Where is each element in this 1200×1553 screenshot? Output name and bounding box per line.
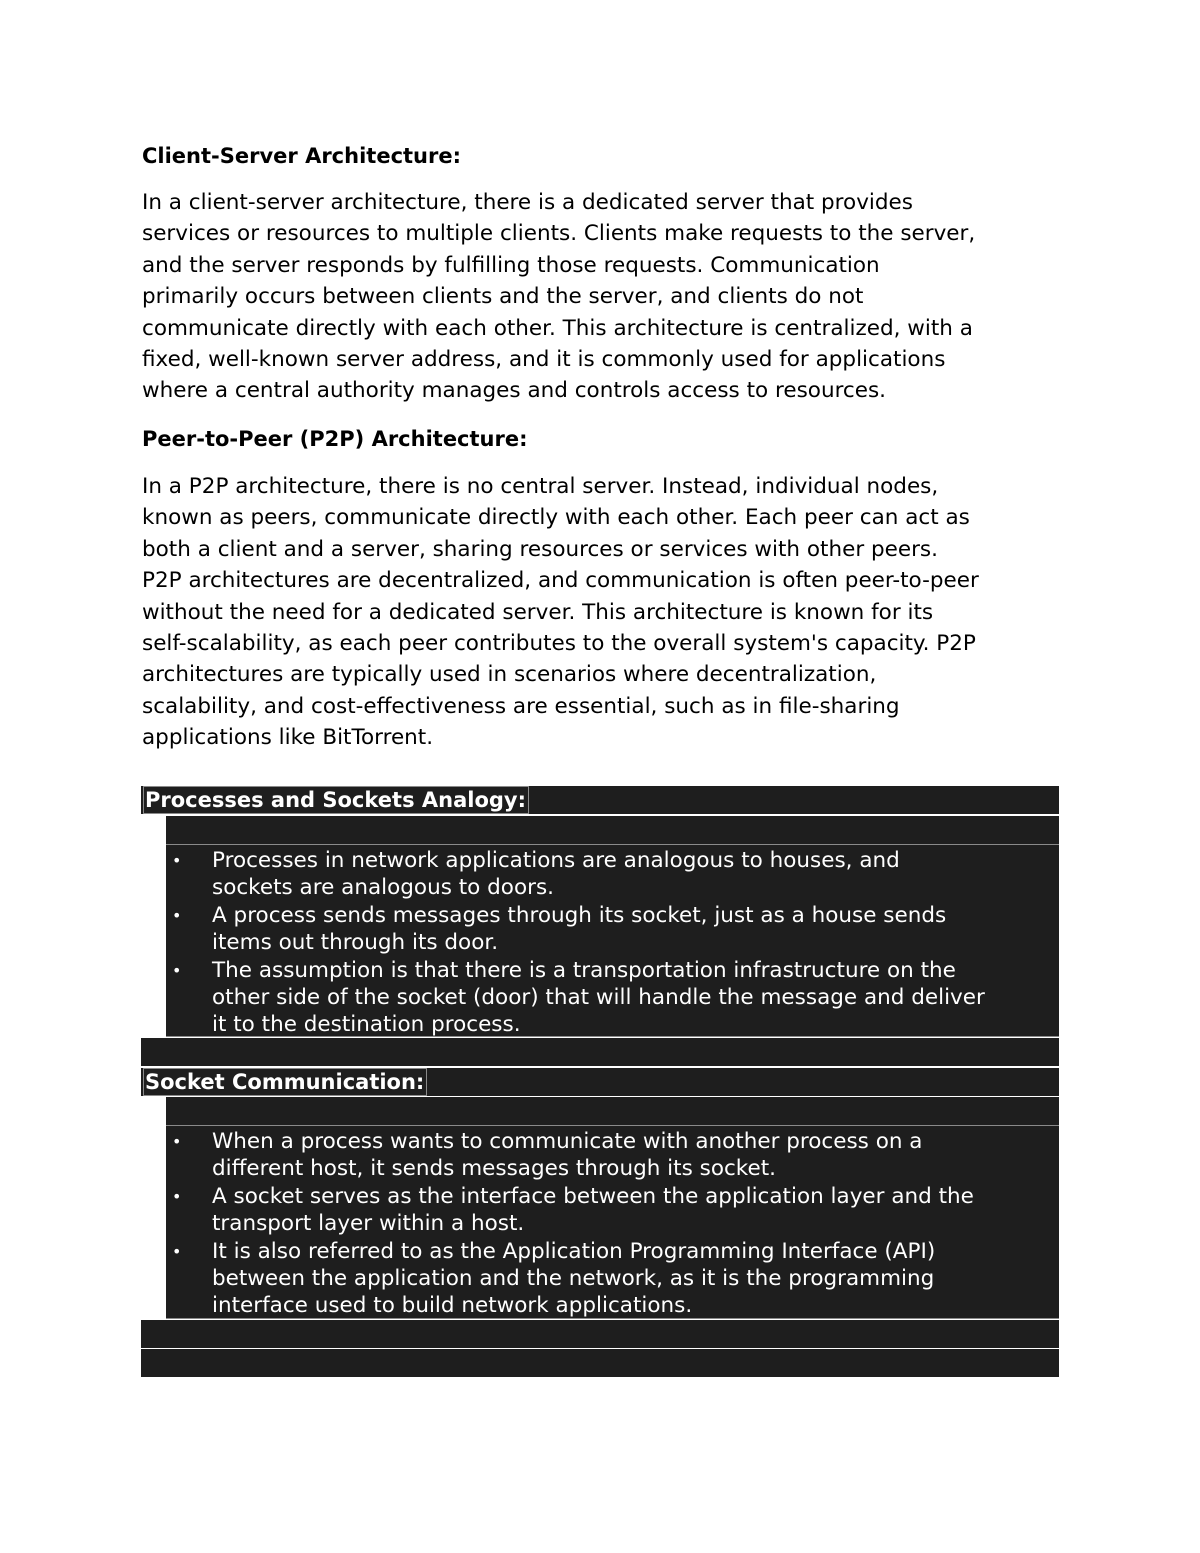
bullet-icon: • (172, 1186, 182, 1206)
list-item-line: other side of the socket (door) that will handle the message and deliver (212, 985, 985, 1011)
paragraph-line: P2P architectures are decentralized, and communication is often peer-to-peer (142, 568, 979, 594)
list-item (166, 847, 1059, 902)
highlight-spacer-bar (166, 816, 1059, 844)
paragraph-line: known as peers, communicate directly with each other. Each peer can act as (142, 505, 970, 531)
highlight-spacer-bar (166, 1097, 1059, 1125)
list-item-line: sockets are analogous to doors. (212, 875, 554, 901)
paragraph-line: architectures are typically used in scenarios where decentralization, (142, 662, 877, 688)
highlight-spacer-bar (141, 1038, 1059, 1066)
bullet-icon: • (172, 1132, 182, 1151)
bullet-icon: • (172, 960, 182, 980)
list-item-line: it to the destination process. (212, 1012, 521, 1038)
heading-socket-communication: Socket Communication: (143, 1068, 427, 1096)
list-item (166, 957, 1059, 1039)
bullet-icon: • (172, 1241, 182, 1261)
paragraph-p2p (142, 471, 979, 754)
list-item-line: between the application and the network, as it is the programming (212, 1266, 935, 1292)
list-item-line: A socket serves as the interface between the application layer and the (212, 1183, 974, 1209)
heading-client-server: Client-Server Architecture: (142, 144, 461, 168)
list-item (166, 1128, 1059, 1183)
paragraph-line: applications like BitTorrent. (142, 725, 434, 751)
heading-p2p: Peer-to-Peer (P2P) Architecture: (142, 427, 528, 451)
list-item-line: items out through its door. (212, 930, 499, 956)
paragraph-line: services or resources to multiple clients. Clients make requests to the server, (142, 221, 976, 247)
list-item-line: interface used to build network applications. (212, 1293, 693, 1319)
highlight-title-bar-processes (141, 786, 1059, 814)
bullet-list-socket (166, 1125, 1059, 1319)
paragraph-line: In a P2P architecture, there is no central server. Instead, individual nodes, (142, 474, 939, 499)
highlight-spacer-bar (141, 1349, 1059, 1377)
paragraph-client-server (142, 187, 975, 407)
heading-processes-sockets: Processes and Sockets Analogy: (143, 786, 529, 814)
paragraph-line: fixed, well-known server address, and it is commonly used for applications (142, 347, 946, 373)
bullet-icon: • (172, 851, 182, 870)
paragraph-line: primarily occurs between clients and the server, and clients do not (142, 284, 864, 310)
list-item-line: When a process wants to communicate with another process on a (212, 1129, 923, 1154)
bullet-icon: • (172, 905, 182, 925)
list-item-line: A process sends messages through its socket, just as a house sends (212, 902, 947, 928)
paragraph-line: In a client-server architecture, there is a dedicated server that provides (142, 190, 913, 215)
list-item (166, 1238, 1059, 1320)
list-item (166, 902, 1059, 957)
list-item-line: Processes in network applications are analogous to houses, and (212, 848, 900, 873)
bullet-list-processes (166, 844, 1059, 1037)
paragraph-line: where a central authority manages and controls access to resources. (142, 378, 887, 404)
paragraph-line: self-scalability, as each peer contributes to the overall system's capacity. P2P (142, 631, 976, 657)
paragraph-line: communicate directly with each other. This architecture is centralized, with a (142, 315, 973, 341)
paragraph-line: scalability, and cost-effectiveness are essential, such as in file-sharing (142, 693, 900, 719)
paragraph-line: and the server responds by fulfilling those requests. Communication (142, 252, 880, 278)
highlight-spacer-bar (141, 1320, 1059, 1348)
list-item (166, 1183, 1059, 1238)
list-item-line: The assumption is that there is a transportation infrastructure on the (212, 957, 956, 983)
list-item-line: It is also referred to as the Application Programming Interface (API) (212, 1238, 936, 1264)
list-item-line: transport layer within a host. (212, 1211, 525, 1237)
highlight-title-bar-socket (141, 1068, 1059, 1096)
paragraph-line: both a client and a server, sharing resources or services with other peers. (142, 536, 938, 562)
list-item-line: different host, it sends messages through its socket. (212, 1156, 776, 1182)
paragraph-line: without the need for a dedicated server. This architecture is known for its (142, 599, 934, 625)
